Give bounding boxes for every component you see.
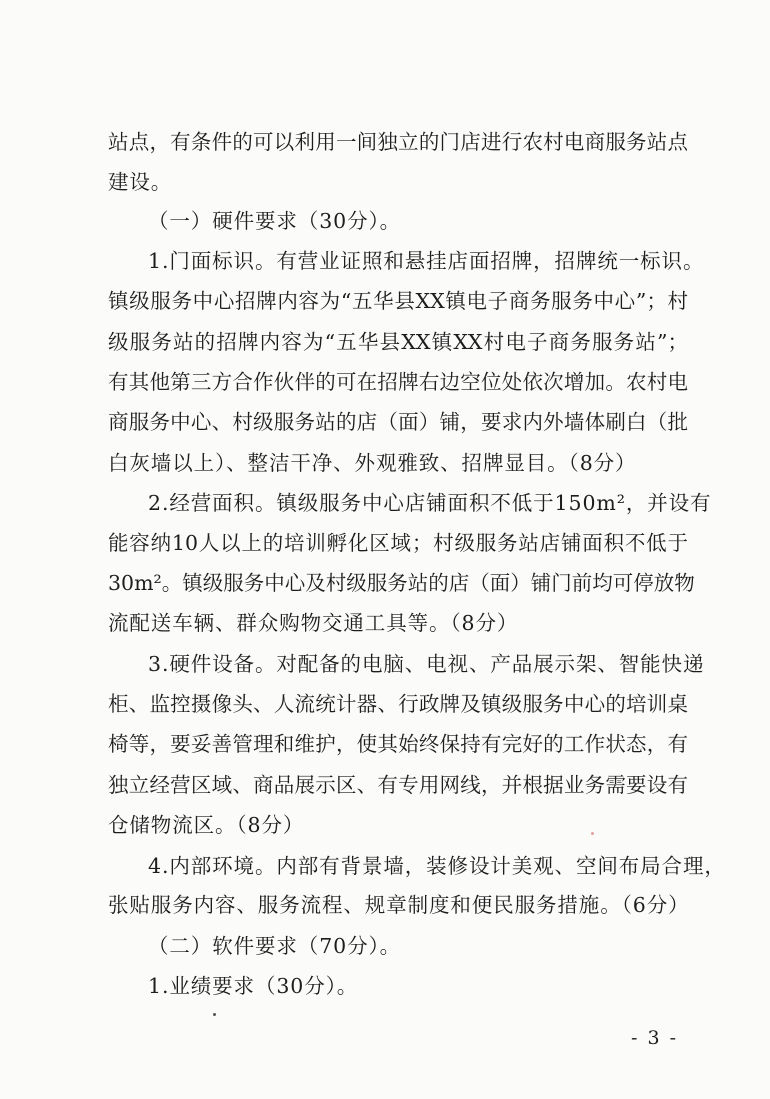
- item-heading-storefront: 1.门面标识。有营业证照和悬挂店面招牌，招牌统一标识。: [148, 249, 705, 273]
- body-line-11: 能容纳10人以上的培训孵化区域；村级服务站店铺面积不低于: [108, 531, 688, 555]
- item-heading-area: 2.经营面积。镇级服务中心店铺面积不低于150m²，并设有: [148, 491, 712, 515]
- body-line-16: 椅等，要妥善管理和维护，使其始终保持有完好的工作状态，有: [108, 732, 688, 756]
- body-line-20: 张贴服务内容、服务流程、规章制度和便民服务措施。（6分）: [108, 893, 690, 917]
- body-line-7: 有其他第三方合作伙伴的可在招牌右边空位处依次增加。农村电: [108, 370, 688, 394]
- body-line-9: 白灰墙以上）、整洁干净、外观雅致、招牌显目。（8分）: [108, 451, 637, 475]
- item-heading-environment: 4.内部环境。内部有背景墙，装修设计美观、空间布局合理，: [148, 854, 726, 878]
- body-line-18: 仓储物流区。（8分）: [108, 813, 305, 837]
- body-line-15: 柜、监控摄像头、人流统计器、行政牌及镇级服务中心的培训桌: [108, 692, 688, 716]
- section-heading-hardware: （一）硬件要求（30分）。: [148, 209, 402, 233]
- body-line-12: 30m²。镇级服务中心及村级服务站的店（面）铺门前均可停放物: [108, 571, 695, 595]
- item-heading-performance: 1.业绩要求（30分）。: [148, 974, 359, 998]
- body-line-8: 商服务中心、村级服务站的店（面）铺，要求内外墙体刷白（批: [108, 410, 688, 434]
- body-line-2: 建设。: [108, 170, 173, 194]
- scan-speck: [591, 832, 594, 835]
- page-number: - 3 -: [630, 1027, 678, 1049]
- body-line-13: 流配送车辆、群众购物交通工具等。（8分）: [108, 611, 519, 635]
- body-line-5: 镇级服务中心招牌内容为“五华县XX镇电子商务服务中心”；村: [108, 289, 688, 313]
- body-line-1: 站点，有条件的可以利用一间独立的门店进行农村电商服务站点: [108, 130, 688, 154]
- body-line-6: 级服务站的招牌内容为“五华县XX镇XX村电子商务服务站”；: [108, 330, 688, 354]
- body-line-17: 独立经营区域、商品展示区、有专用网线，并根据业务需要设有: [108, 773, 688, 797]
- scan-speck: [213, 1013, 216, 1016]
- section-heading-software: （二）软件要求（70分）。: [148, 934, 402, 958]
- item-heading-equipment: 3.硬件设备。对配备的电脑、电视、产品展示架、智能快递: [148, 652, 705, 676]
